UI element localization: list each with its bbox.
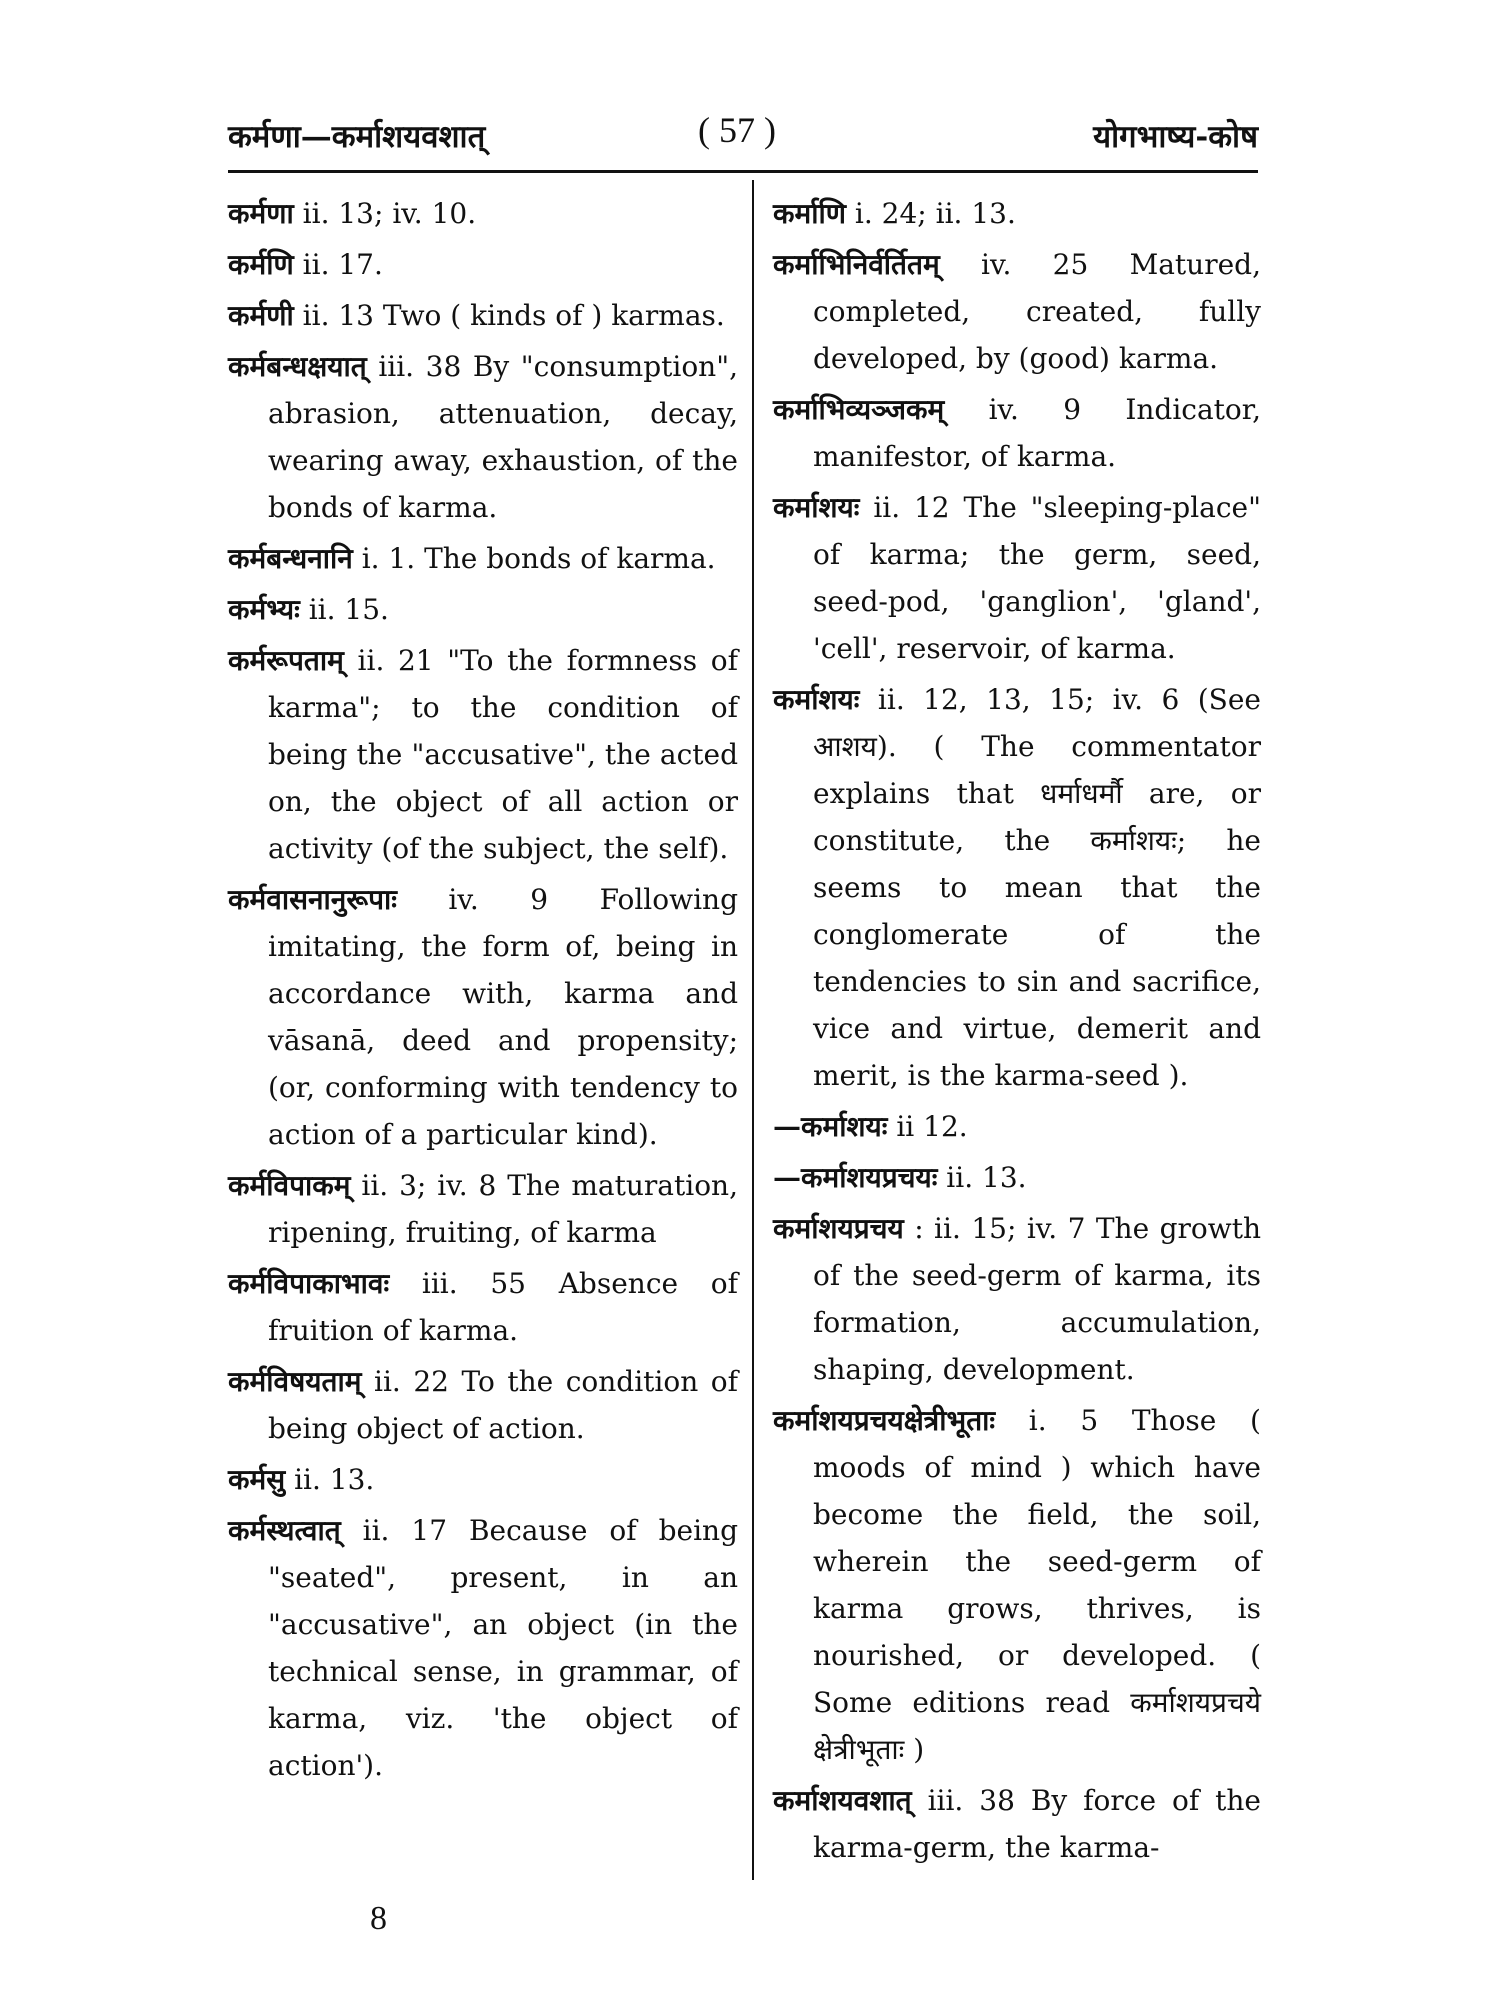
page-header [228, 110, 1258, 175]
entry [228, 1260, 738, 1354]
header-rule [228, 170, 1258, 173]
headword: कर्मभ्यः [228, 593, 300, 626]
headword: कर्माभिनिर्वर्तितम् [773, 248, 940, 281]
definition: ii. 13; iv. 10. [302, 197, 477, 230]
entry [228, 586, 738, 633]
definition: iv. 9 Indicator, manifestor, of karma. [813, 393, 1261, 473]
entry [773, 676, 1261, 1099]
left-column [228, 190, 738, 1793]
entry [773, 1397, 1261, 1773]
headword: कर्माशयप्रचयक्षेत्रीभूताः [773, 1404, 996, 1437]
headword: कर्माभिव्यञ्जकम् [773, 393, 945, 426]
headword: कर्माशयः [773, 491, 860, 524]
definition: ii. 13. [946, 1161, 1027, 1194]
definition: ii. 15. [308, 593, 389, 626]
entry [773, 190, 1261, 237]
headword: कर्मणी [228, 299, 294, 332]
definition: ii. 13 Two ( kinds of ) karmas. [302, 299, 725, 332]
headword: कर्माशयप्रचय [773, 1212, 904, 1245]
definition: ii 12. [896, 1110, 968, 1143]
entry [773, 386, 1261, 480]
headword: कर्मविपाकम् [228, 1169, 351, 1202]
entry [228, 190, 738, 237]
headword: कर्मरूपताम् [228, 644, 344, 677]
definition: ii. 22 To the condition of being object of action. [268, 1365, 738, 1445]
entry [773, 1154, 1261, 1201]
definition: ii. 17 Because of being "seated", present, in an "accusative", an object (in the technical sense, in grammar, of karma, viz. 'the object of action'). [268, 1514, 738, 1782]
header-left-guide: कर्मणा—कर्माशयवशात् [228, 119, 486, 155]
definition: ii. 12 The "sleeping-place" of karma; the germ, seed, seed-pod, 'ganglion', 'gland', 'cell', reservoir, of karma. [813, 491, 1261, 665]
entry [228, 241, 738, 288]
definition: ii. 21 "To the formness of karma"; to the condition of being the "accusative", the acted on, the object of all action or activity (of the subject, the self). [268, 644, 738, 865]
entry [773, 1205, 1261, 1393]
entry [228, 343, 738, 531]
definition: : ii. 15; iv. 7 The growth of the seed-germ of karma, its formation, accumulation, shaping, development. [813, 1212, 1262, 1386]
definition: iv. 9 Following imitating, the form of, being in accordance with, karma and vāsanā, deed and propensity; (or, conforming with tendency to action of a particular kind). [268, 883, 738, 1151]
entry [228, 535, 738, 582]
headword: कर्मस्थत्वात् [228, 1514, 341, 1547]
entry [773, 1777, 1261, 1871]
definition: ii. 12, 13, 15; iv. 6 (See आशय). ( The commentator explains that धर्माधर्मौ are, or constitute, the कर्माशयः; he seems to mean that the conglomerate of the tendencies to sin and sacrifice, vice and virtue, demerit and merit, is the karma-seed ). [813, 683, 1262, 1092]
definition: iv. 25 Matured, completed, created, fully developed, by (good) karma. [813, 248, 1261, 375]
right-column [773, 190, 1261, 1875]
headword: —कर्माशयः [773, 1110, 888, 1143]
entry [228, 1456, 738, 1503]
entry [228, 1162, 738, 1256]
definition: ii. 3; iv. 8 The maturation, ripening, fruiting, of karma [268, 1169, 738, 1249]
headword: कर्मणा [228, 197, 294, 230]
definition: ii. 17. [302, 248, 383, 281]
column-divider [752, 180, 754, 1880]
headword: कर्माणि [773, 197, 846, 230]
entry [773, 484, 1261, 672]
definition: i. 24; ii. 13. [854, 197, 1016, 230]
headword: कर्माशयः [773, 683, 860, 716]
headword: कर्मबन्धनानि [228, 542, 353, 575]
signature-mark: 8 [370, 1900, 387, 1937]
definition: i. 1. The bonds of karma. [361, 542, 716, 575]
page-number: ( 57 ) [698, 110, 776, 150]
definition: i. 5 Those ( moods of mind ) which have become the field, the soil, wherein the seed-germ of karma grows, thrives, is nourished, or developed. ( Some editions read कर्माशयप्रचये क्षेत्रीभूताः ) [813, 1404, 1261, 1766]
entry [228, 292, 738, 339]
headword: कर्मवासनानुरूपाः [228, 883, 397, 916]
header-right-title: योगभाष्य-कोष [1093, 119, 1258, 155]
headword: कर्मणि [228, 248, 294, 281]
headword: कर्माशयवशात् [773, 1784, 912, 1817]
entry [773, 241, 1261, 382]
definition: ii. 13. [294, 1463, 375, 1496]
entry [228, 876, 738, 1158]
definition: iii. 38 By "consumption", abrasion, attenuation, decay, wearing away, exhaustion, of the bonds of karma. [268, 350, 738, 524]
headword: कर्मविषयताम् [228, 1365, 362, 1398]
definition: iii. 55 Absence of fruition of karma. [268, 1267, 738, 1347]
entry [228, 637, 738, 872]
headword: कर्मविपाकाभावः [228, 1267, 390, 1300]
headword: कर्मसु [228, 1463, 286, 1496]
headword: कर्मबन्धक्षयात् [228, 350, 367, 383]
headword: —कर्माशयप्रचयः [773, 1161, 938, 1194]
entry [228, 1358, 738, 1452]
entry [228, 1507, 738, 1789]
definition: iii. 38 By force of the karma-germ, the karma- [813, 1784, 1261, 1864]
entry [773, 1103, 1261, 1150]
